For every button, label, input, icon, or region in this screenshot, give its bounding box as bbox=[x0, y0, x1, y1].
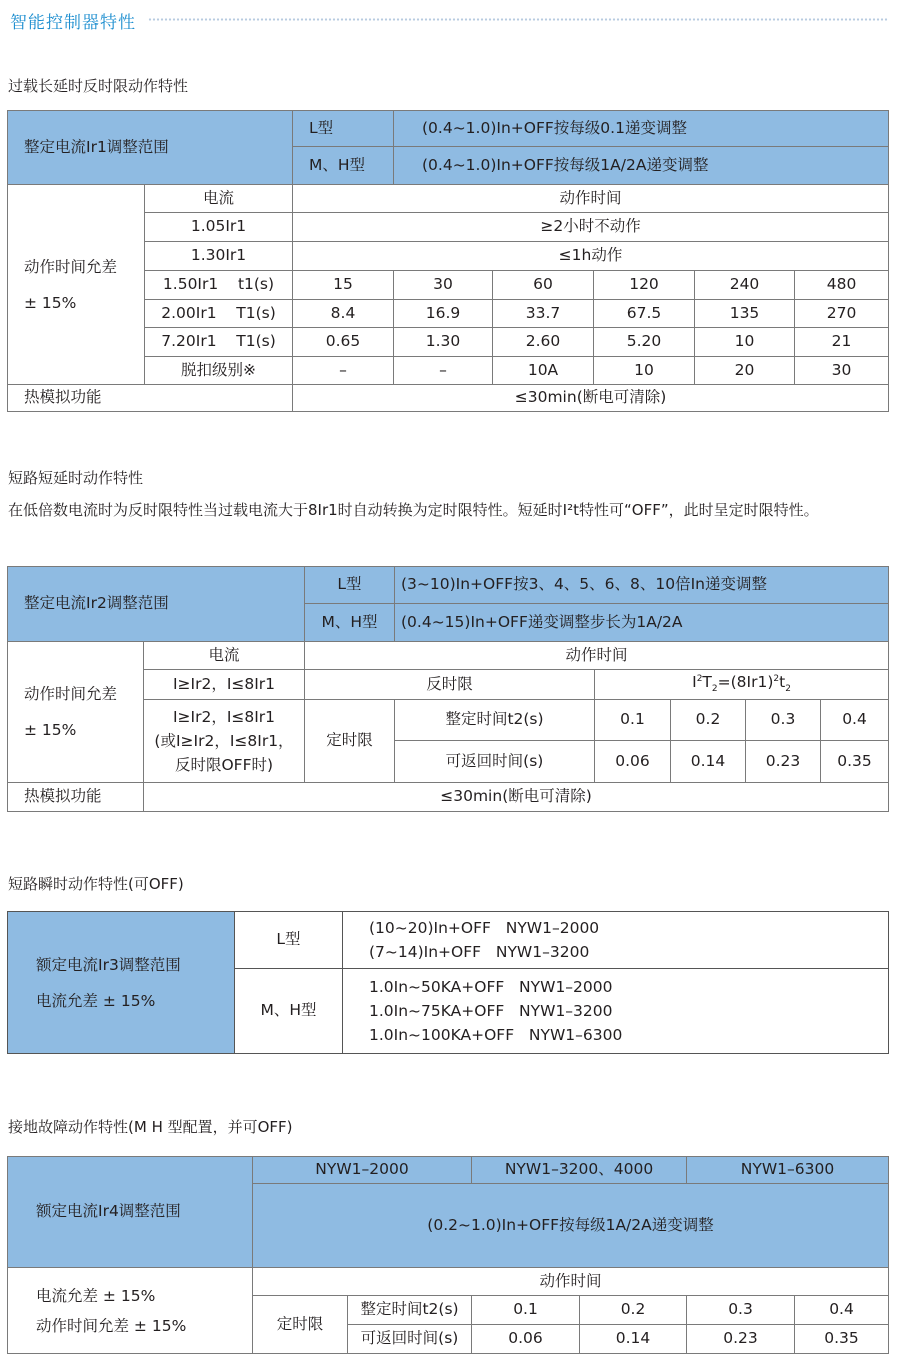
tolerance-cell bbox=[8, 1268, 253, 1354]
condition-2-line2: (或I≥Ir2，I≤8Ir1， bbox=[154, 732, 294, 750]
formula-sub-2: 2 bbox=[785, 684, 791, 695]
cell: 0.1 bbox=[595, 700, 671, 741]
cell: 0.14 bbox=[671, 741, 746, 783]
section1-title: 过载长延时反时限动作特性 bbox=[8, 77, 189, 95]
thermal-value: ≤30min(断电可清除) bbox=[144, 783, 889, 812]
cell: 0.65 bbox=[293, 328, 394, 357]
row-current: 1.05Ir1 bbox=[145, 213, 293, 242]
cell: 5.20 bbox=[594, 328, 695, 357]
cell: 10 bbox=[695, 328, 795, 357]
setting-label: 整定电流Ir1调整范围 bbox=[8, 111, 293, 185]
col-time: 动作时间 bbox=[253, 1268, 889, 1296]
cell: 30 bbox=[394, 271, 493, 300]
col-time: 动作时间 bbox=[305, 642, 889, 670]
instant-range-label: 额定电流Ir3调整范围 bbox=[36, 955, 181, 974]
cell: – bbox=[394, 357, 493, 385]
condition-1: I≥Ir2，I≤8Ir1 bbox=[144, 670, 305, 700]
cell: 1.30 bbox=[394, 328, 493, 357]
cell: 135 bbox=[695, 300, 795, 328]
cell: 16.9 bbox=[394, 300, 493, 328]
section2-title: 短路短延时动作特性 bbox=[8, 469, 144, 487]
set-time-label: 整定时间t2(s) bbox=[348, 1296, 472, 1325]
model-cell: NYW1–3200、4000 bbox=[472, 1157, 687, 1184]
setting-label: 整定电流Ir2调整范围 bbox=[8, 567, 305, 642]
setting-label: 额定电流Ir4调整范围 bbox=[8, 1157, 253, 1268]
tolerance-label: 动作时间允差 bbox=[24, 685, 118, 703]
definite-label: 定时限 bbox=[305, 700, 395, 783]
short-delay-table bbox=[7, 566, 889, 812]
row-current: 1.50Ir1 t1(s) bbox=[145, 271, 293, 300]
condition-2 bbox=[144, 700, 305, 783]
col-current: 电流 bbox=[144, 642, 305, 670]
tolerance-cell bbox=[8, 185, 145, 385]
formula-sup: 2 bbox=[696, 674, 703, 685]
section2-paragraph: 在低倍数电流时为反时限特性当过载电流大于8Ir1时自动转换为定时限特性。短延时I²t特性可“OFF”，此时呈定时限特性。 bbox=[8, 501, 819, 519]
tolerance-value: ± 15% bbox=[24, 721, 77, 739]
ground-fault-table bbox=[7, 1156, 889, 1354]
cell: 21 bbox=[795, 328, 889, 357]
cell: 0.06 bbox=[595, 741, 671, 783]
formula-sup-2: 2 bbox=[773, 674, 780, 685]
cell: 33.7 bbox=[493, 300, 594, 328]
type-mh-value: (0.4~1.0)In+OFF按每级1A/2A递变调整 bbox=[394, 147, 889, 185]
section4-title: 接地故障动作特性(M H 型配置，并可OFF) bbox=[8, 1118, 293, 1136]
type-mh-line: 1.0In~75KA+OFF NYW1–3200 bbox=[369, 1002, 613, 1020]
cell: 480 bbox=[795, 271, 889, 300]
type-mh-label: M、H型 bbox=[293, 147, 394, 185]
cell: 60 bbox=[493, 271, 594, 300]
type-l-label: L型 bbox=[305, 567, 395, 604]
formula-t: T bbox=[702, 673, 712, 692]
row-current: 1.30Ir1 bbox=[145, 242, 293, 271]
cell: 270 bbox=[795, 300, 889, 328]
cell: 67.5 bbox=[594, 300, 695, 328]
tolerance-value: ± 15% bbox=[24, 293, 77, 312]
cell: 0.35 bbox=[795, 1325, 889, 1354]
return-time-label: 可返回时间(s) bbox=[395, 741, 595, 783]
inverse-label: 反时限 bbox=[305, 670, 595, 700]
cell: 20 bbox=[695, 357, 795, 385]
type-mh-value: (0.4~15)In+OFF递变调整步长为1A/2A bbox=[395, 604, 889, 642]
formula-eq: =(8Ir1) bbox=[717, 673, 774, 692]
title-divider bbox=[148, 18, 888, 21]
cell: 0.4 bbox=[821, 700, 889, 741]
cell: 0.14 bbox=[580, 1325, 687, 1354]
type-l-value: (3~10)In+OFF按3、4、5、6、8、10倍In递变调整 bbox=[395, 567, 889, 604]
type-mh-line: 1.0In~100KA+OFF NYW1–6300 bbox=[369, 1026, 623, 1044]
cell: 240 bbox=[695, 271, 795, 300]
row-value: ≤1h动作 bbox=[293, 242, 889, 271]
row-value: ≥2小时不动作 bbox=[293, 213, 889, 242]
cell: 0.3 bbox=[687, 1296, 795, 1325]
time-tolerance-label: 动作时间允差 ± 15% bbox=[36, 1316, 187, 1335]
row-current: 7.20Ir1 T1(s) bbox=[145, 328, 293, 357]
range-value: (0.2~1.0)In+OFF按每级1A/2A递变调整 bbox=[253, 1184, 889, 1268]
cell: 8.4 bbox=[293, 300, 394, 328]
condition-2-line1: I≥Ir2，I≤8Ir1 bbox=[172, 708, 276, 726]
model-cell: NYW1–6300 bbox=[687, 1157, 889, 1184]
thermal-value: ≤30min(断电可清除) bbox=[293, 385, 889, 412]
row-current: 脱扣级别※ bbox=[145, 357, 293, 385]
cell: 30 bbox=[795, 357, 889, 385]
formula-small-t: t bbox=[779, 673, 786, 692]
cell: 0.2 bbox=[671, 700, 746, 741]
cell: 0.4 bbox=[795, 1296, 889, 1325]
type-l-line: (10~20)In+OFF NYW1–2000 bbox=[369, 919, 600, 937]
condition-2-line3: 反时限OFF时) bbox=[174, 756, 274, 774]
formula-i: I bbox=[692, 673, 697, 692]
tolerance-label: 动作时间允差 bbox=[24, 257, 118, 276]
cell: 0.23 bbox=[746, 741, 821, 783]
type-mh-label: M、H型 bbox=[235, 969, 343, 1054]
cell: 10 bbox=[594, 357, 695, 385]
type-mh-lines bbox=[343, 969, 889, 1054]
type-l-label: L型 bbox=[293, 111, 394, 147]
cell: 0.06 bbox=[472, 1325, 580, 1354]
cell: 0.23 bbox=[687, 1325, 795, 1354]
instant-table bbox=[7, 911, 889, 1054]
cell: – bbox=[293, 357, 394, 385]
instant-label-cell bbox=[8, 912, 235, 1054]
type-l-label: L型 bbox=[235, 912, 343, 969]
cell: 0.35 bbox=[821, 741, 889, 783]
row-current: 2.00Ir1 T1(s) bbox=[145, 300, 293, 328]
col-time: 动作时间 bbox=[293, 185, 889, 213]
type-mh-line: 1.0In~50KA+OFF NYW1–2000 bbox=[369, 978, 613, 996]
type-l-value: (0.4~1.0)In+OFF按每级0.1递变调整 bbox=[394, 111, 889, 147]
cell: 15 bbox=[293, 271, 394, 300]
type-l-line: (7~14)In+OFF NYW1–3200 bbox=[369, 943, 590, 961]
formula bbox=[595, 670, 889, 700]
set-time-label: 整定时间t2(s) bbox=[395, 700, 595, 741]
cell: 120 bbox=[594, 271, 695, 300]
cell: 0.2 bbox=[580, 1296, 687, 1325]
type-l-lines bbox=[343, 912, 889, 969]
return-time-label: 可返回时间(s) bbox=[348, 1325, 472, 1354]
cell: 2.60 bbox=[493, 328, 594, 357]
thermal-label: 热模拟功能 bbox=[8, 783, 144, 812]
page-title: 智能控制器特性 bbox=[10, 13, 136, 33]
current-tolerance-label: 电流允差 ± 15% bbox=[36, 1286, 156, 1305]
overload-table bbox=[7, 110, 889, 412]
cell: 0.1 bbox=[472, 1296, 580, 1325]
definite-label: 定时限 bbox=[253, 1296, 348, 1354]
type-mh-label: M、H型 bbox=[305, 604, 395, 642]
thermal-label: 热模拟功能 bbox=[8, 385, 293, 412]
model-cell: NYW1–2000 bbox=[253, 1157, 472, 1184]
section3-title: 短路瞬时动作特性(可OFF) bbox=[8, 875, 184, 893]
cell: 0.3 bbox=[746, 700, 821, 741]
tolerance-cell bbox=[8, 642, 144, 783]
col-current: 电流 bbox=[145, 185, 293, 213]
instant-tolerance-label: 电流允差 ± 15% bbox=[36, 991, 156, 1010]
formula-sub: 2 bbox=[711, 684, 718, 695]
cell: 10A bbox=[493, 357, 594, 385]
